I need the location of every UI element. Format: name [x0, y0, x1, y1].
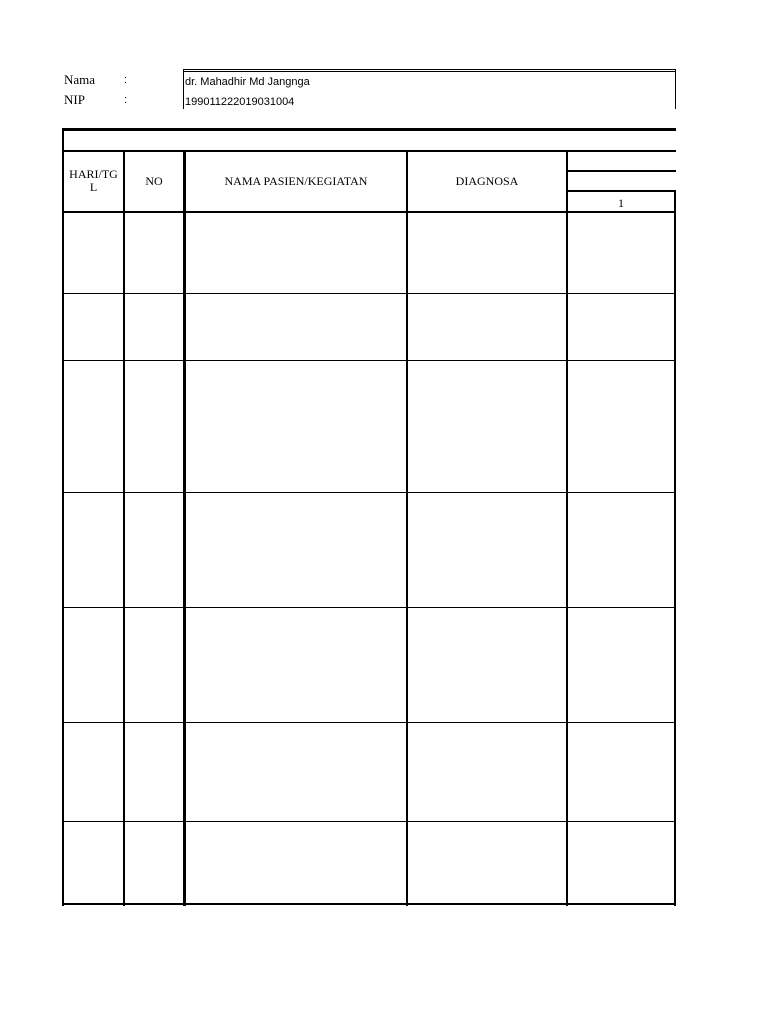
table-row-separator — [62, 293, 676, 294]
table-left-border — [62, 128, 64, 906]
name-value: dr. Mahadhir Md Jangnga — [185, 76, 310, 88]
header-no: NO — [145, 174, 163, 188]
header-diagnosa: DIAGNOSA — [455, 174, 519, 188]
header-hari-tgl: HARI/TG L — [69, 167, 118, 194]
value-box-left — [183, 69, 184, 109]
table-row-separator — [62, 821, 676, 822]
col-divider-2 — [183, 150, 186, 906]
col-divider-1 — [123, 150, 125, 906]
nip-value: 199011222019031004 — [185, 96, 295, 108]
value-box-top-inner — [183, 71, 676, 72]
value-box-right — [675, 69, 676, 109]
name-label: Nama — [64, 72, 96, 87]
table-header-top-line — [62, 150, 676, 152]
nip-colon: : — [124, 94, 128, 106]
table-row-separator — [62, 360, 676, 361]
table-top-border — [62, 128, 676, 131]
col-divider-3 — [406, 150, 408, 906]
col-divider-4 — [566, 150, 568, 906]
subheader-line-2 — [566, 190, 676, 192]
col-divider-5 — [674, 190, 676, 906]
header-sub-number: 1 — [618, 196, 624, 210]
table-bottom-border — [62, 903, 676, 905]
table-row-separator — [62, 722, 676, 723]
table-header-bottom-line — [62, 211, 676, 213]
subheader-line-1 — [566, 170, 676, 172]
table-row-separator — [62, 492, 676, 493]
name-colon: : — [124, 74, 128, 86]
nip-label: NIP — [64, 92, 85, 107]
header-nama-pasien: NAMA PASIEN/KEGIATAN — [224, 174, 368, 188]
table-row-separator — [62, 607, 676, 608]
value-box-top — [183, 69, 676, 70]
